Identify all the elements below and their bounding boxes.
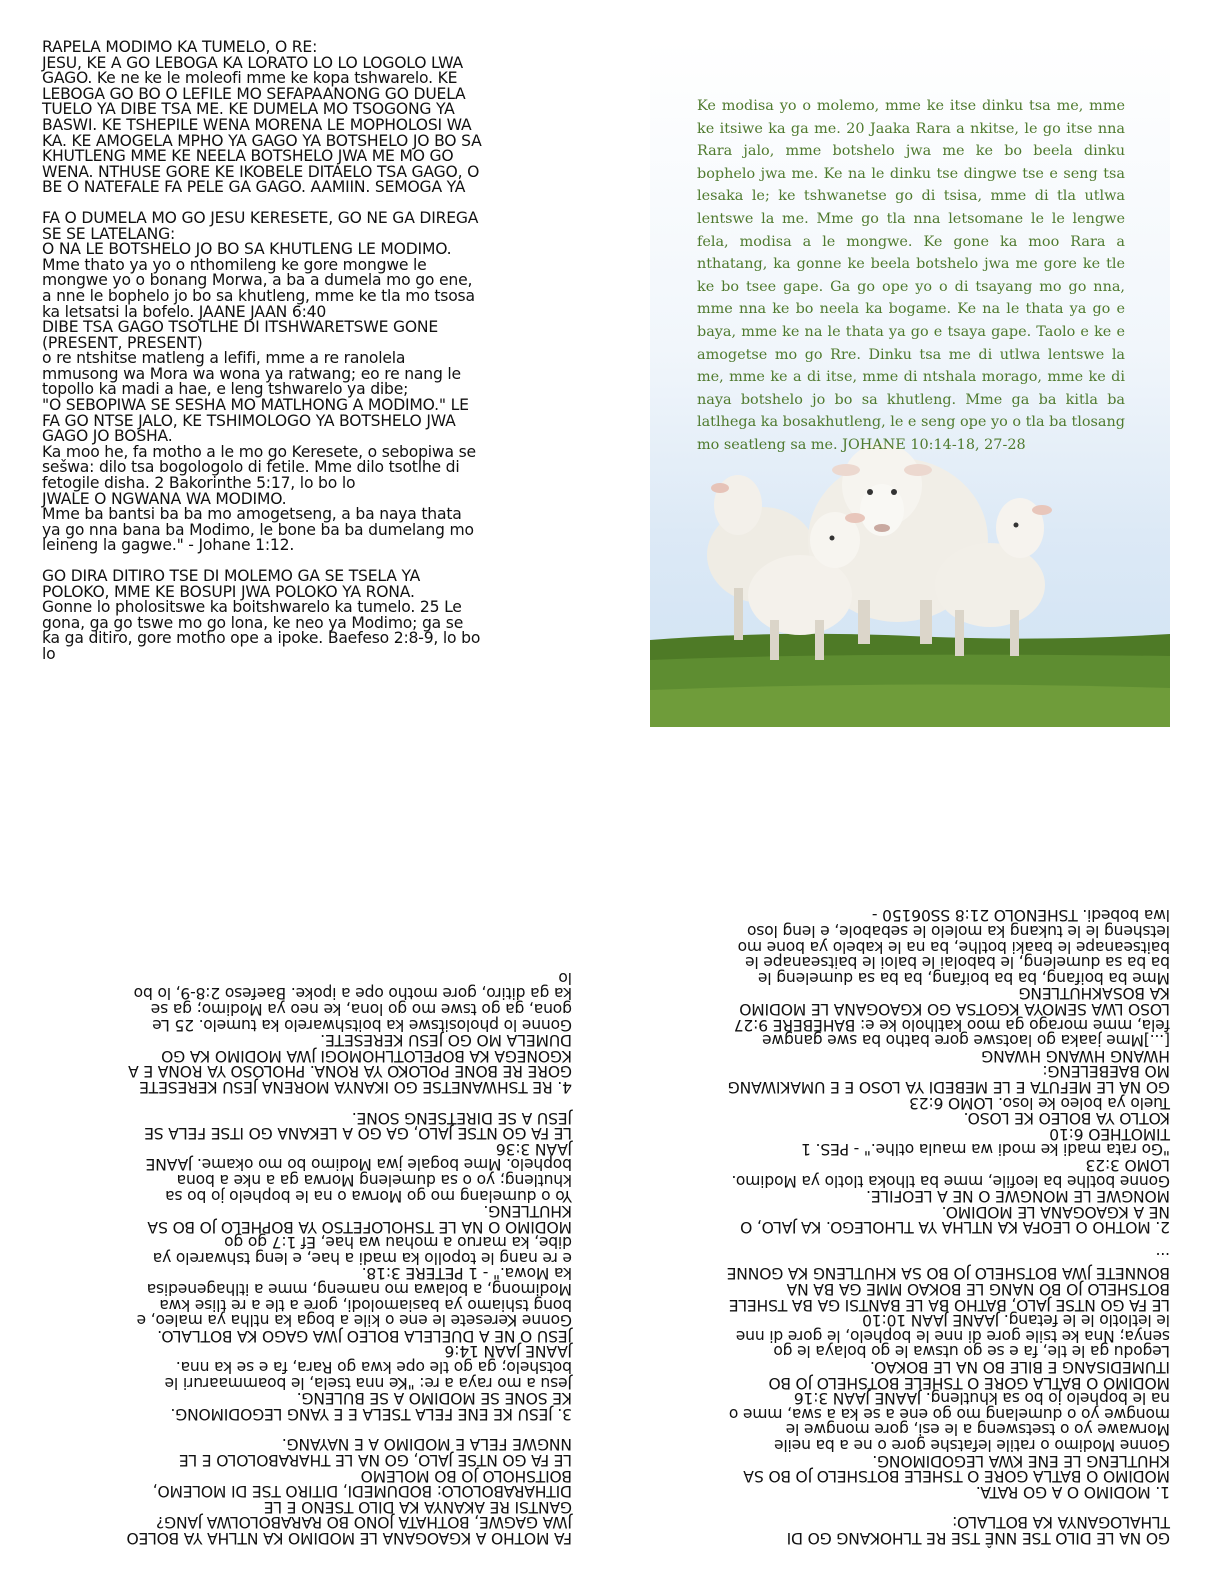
text-line: Yo o dumelang mo go Morwa o na le bophelo jo bo sa (165, 1186, 572, 1205)
text-line: gona, ga go tswe mo go lona, ke neo ya Modimo; ga se (150, 1000, 572, 1018)
text-line: Gonne lo pholositswe ka boitshwarelo ka tumelo. 25 Le (42, 598, 462, 617)
text-line: MO BAEBELENG: (1042, 1062, 1170, 1081)
text-line: na le bophelo jo bo sa khutleng. JAANE JAAN 3:16 (793, 1389, 1170, 1408)
text-line: MODIMO O NA LE TSHOLOFETSO YA BOPHELO JO BO SA (147, 1217, 572, 1236)
text-line: TIMOTHEO 6:10 (1049, 1124, 1170, 1143)
text-line: DIBE TSA GAGO TSOTLHE DI ITSHWARETSWE GONE (42, 318, 439, 337)
sheep-photo (650, 40, 1170, 727)
text-line: BOTSHELO JO BO NANG LE BOKAO MME GA BA NA (786, 1280, 1170, 1299)
text-line: o re ntshitse matleng a lefifi, mme a re ranolela (42, 349, 406, 368)
text-line: SE SE LATELANG: (42, 224, 176, 243)
text-line: gona, ga go tswe mo go lona, ke neo ya Modimo; ga se (42, 613, 464, 632)
text-line: Gonne botlhe ba leofile, mme ba tlhoka tlotlo ya Modimo. (731, 1171, 1170, 1190)
text-line: HWANG HWANG HWANG (981, 1046, 1170, 1065)
text-line: MONGWE LE MONGWE O NE A LEOFILE. (866, 1187, 1170, 1206)
text-line: sešwa: dilo tsa bogologolo di fetile. Mme dilo tsotlhe di (42, 458, 460, 477)
text-line: mongwe yo o dumelang mo go ene a se ka a swa, mme o (729, 1404, 1170, 1423)
text-line: baitseanape le baaki botlhe, ba na le kabelo ya bone mo (737, 937, 1170, 956)
text-line: Tuelo ya boleo ke loso. LOMO 6:23 (909, 1093, 1170, 1112)
text-line: bong tshiamo ya basiamolodi, gore a tle a re tlise kwa (159, 1295, 572, 1314)
text-line: FA GO NTSE JALO, KE TSHIMOLOGO YA BOTSHELO JWA (42, 411, 456, 430)
text-line: JESU O NE A DUELELA BOLEO JWA GAGO KA BOTLALO. (157, 1326, 572, 1345)
text-line: e re nang le topollo ka madi a hae, e leng tshwarelo ya (152, 1248, 572, 1267)
text-line: Modimong, a bolawa mo nameng, mme a itlhagenedisa (146, 1280, 572, 1299)
text-line: JWA GAGWE, BOTHATA JONO BO RARABOLOLWA JANG? (156, 1513, 572, 1532)
text-line: fetogile disha. 2 Bakorinthe 5:17, lo bo lo (42, 474, 356, 493)
text-line: botshelo; ga go tle ope kwa go Rara, fa e se ka nna. (175, 1358, 572, 1377)
text-line: GORE RE BONE POLOKO YA RONA. PHOLOSO YA RONA E A (128, 1062, 572, 1081)
text-line: ka Mowa." - 1 PETERE 3:18. (361, 1264, 572, 1283)
text-line: Mme ba boifang, ba ba boifang, ba ba sa dumeleng le (758, 968, 1170, 987)
text-line: BE O NATEFALE FA PELE GA GAGO. AAMIIN. SEMOGA YA (42, 178, 466, 197)
text-line: 3. JESU KE ENE FELA TSELA E E YANG LEGODIMONG. (170, 1404, 572, 1423)
paragraph-gap (42, 1421, 572, 1436)
text-line: KGONEGA KA BOPELOTLHOMOGI JWA MODIMO KA GO (161, 1046, 572, 1065)
text-line: ka ga ditiro, gore motho ope a ipoke. Baefeso 2:8-9, lo bo (42, 629, 481, 648)
text-line: ka ga ditiro, gore motho ope a ipoke. Baefeso 2:8-9, lo bo (133, 984, 572, 1003)
text-line: NNGWE FELA E MODIMO A E NAYANG. (281, 1435, 572, 1454)
text-line: KHUTLENG. (483, 1202, 572, 1221)
text-line: ka letsatsi la bofelo. JAANE JAAN 6:40 (42, 302, 327, 321)
prayer-panel (42, 40, 572, 760)
text-line: LE FA GO NTSE JALO, GO NA LE THARABOLOLO E LE (179, 1451, 572, 1470)
text-line: LOSO LWA SEMOYA KGOTSA GO KGAOGANA LE MODIMO (739, 1000, 1170, 1018)
text-line: KHUTLENG LE ENE KWA LEGODIMONG. (872, 1451, 1170, 1470)
text-line: JESU, KE A GO LEBOGA KA LORATO LO LO LOGOLO LWA (42, 53, 463, 72)
text-line: GAGO JO BOSHA. (42, 427, 173, 446)
text-line: mongwe yo o bonang Morwa, a ba a dumela mo go ene, (42, 271, 473, 290)
text-line: lwa bobedi. TSHENOLO 21:8 SS06150 - (872, 906, 1170, 925)
text-line: "O SEBOPIWA SE SESHA MO MATLHONG A MODIMO." LE (42, 396, 469, 415)
text-line: Gonne Modimo o ratile lefatshe gore o ne a ba neile (774, 1436, 1170, 1455)
text-line: lo (42, 644, 56, 663)
text-line: le letlotlo le le fetang. JAANE JAAN 10:10 (862, 1311, 1170, 1330)
text-line: TLHALOGANYA KA BOTLALO: (952, 1513, 1170, 1532)
text-line: Mme ba bantsi ba ba mo amogetseng, a ba naya thata (42, 505, 462, 524)
text-line: JAANE JAAN 14:6 (444, 1342, 572, 1361)
text-line: RAPELA MODIMO KA TUMELO, O RE: (42, 38, 318, 56)
solution-panel (42, 800, 572, 1545)
paragraph-gap (650, 1234, 1170, 1249)
text-line: DUMELA MO GO JESU KERESETE. (320, 1031, 572, 1050)
text-line: BASWI. KE TSHEPILE WENA MORENA LE MOPHOLOSI WA (42, 115, 472, 134)
text-line: 4. RE TSHWANETSE GO IKANYA MORENA JESU KERESETE (139, 1077, 572, 1096)
text-line: LOMO 3:23 (1085, 1155, 1170, 1174)
text-line: JESU A SE DIRETSENG SONE. (352, 1108, 572, 1127)
text-line: bophelo. Mme bogale jwa Modimo bo mo okame. JAANE (145, 1155, 572, 1174)
text-line: fela, mme morago ga moo katlholo ke e: BAHEBERE 9:27 (733, 1015, 1170, 1034)
text-line: O NA LE BOTSHELO JO BO SA KHUTLENG LE MODIMO. (42, 240, 452, 259)
text-line: [...]Mme jaaka go laotswe gore batho ba swe gangwe (762, 1031, 1170, 1050)
text-line: "Go rata madi ke modi wa maula otlhe." - PES. 1 (801, 1140, 1170, 1159)
text-line: Gonne lo pholositswe ka boitshwarelo ka tumelo. 25 Le (152, 1015, 572, 1034)
text-line: LE FA GO NTSE JALO, BATHO BA LE BANTSI GA BA TSHELE (728, 1295, 1170, 1314)
text-line: FA O DUMELA MO GO JESU KERESETE, GO NE GA DIREGA (42, 208, 479, 227)
text-line: topollo ka madi a hae, e leng tshwarelo ya dibe; (42, 380, 409, 399)
text-line: MODIMO O BATLA GORE O TSHELE BOTSHELO JO BO SA (743, 1467, 1170, 1486)
text-line: BONNETE JWA BOTSHELO JO BO SA KHUTLENG KA GONNE (726, 1264, 1170, 1283)
text-line: ... (1155, 1248, 1170, 1267)
text-line: JAAN 3:36 (496, 1139, 572, 1158)
text-line: mmusong wa Mora wa wona ya ratwang; eo re nang le (42, 364, 461, 383)
text-line: KOTLO YA BOLEO KE LOSO. (963, 1109, 1170, 1128)
text-line: NE A KGAOGANA LE MODIMO. (941, 1202, 1170, 1221)
verse-text: Ke modisa yo o molemo, mme ke itse dinku tsa me, mme ke itsiwe ka ga me. 20 Jaaka Rara a nkitse, le go itse nna Rara jalo, mme botshelo jwa me ke bo beela dinku bophelo jwa me. Ke na le dinku tse dingwe tse e seng tsa lesaka le; ke tshwanetse go di tsisa, mme di tla utlwa lentswe la me. Mme go tla nna letsomane le le lengwe fela, modisa a le mongwe. Ke gone ka moo Rara a nthatang, ka gonne ke beela botshelo jwa me gore ke tle ke bo tsee gape. Ga go ope yo o di tsayang mo go nna, mme nna ke bo neela ka bogame. Ke na le thata ya go e baya, mme ke na le thata ya go e tsaya gape. Taolo e ke e amogetse mo go Rre. Dinku tsa me di utlwa lentswe la me, mme ke a di itse, mme di ntshala morago, mme ke di naya botshelo jo bo sa khutleng. Mme ga ba kitla ba latlhega ka bosakhutleng, le e seng ope yo o tla ba tlosang mo seatleng sa me. JOHANE 10:14-18, 27-28 (697, 98, 1125, 453)
text-line: GO DIRA DITIRO TSE DI MOLEMO GA SE TSELA YA (42, 567, 421, 585)
text-line: lo (558, 968, 572, 987)
text-line: GANTSI RE AKANYA KA DILO TSENO E LE (264, 1497, 572, 1516)
text-line: khutleng; yo o sa dumeleng Morwa ga a nke a bona (176, 1170, 572, 1189)
text-line: POLOKO, MME KE BOSUPI JWA POLOKO YA RONA. (42, 582, 415, 601)
text-line: MODIMO O BATLA GORE O TSHELE BOTSHELO JO BO (768, 1373, 1170, 1392)
text-line: GO NA LE DILO TSE NNÊ TSE RE TLHOKANG GO DI (786, 1529, 1170, 1547)
text-line: leineng la gagwe." - Johane 1:12. (42, 536, 295, 555)
text-line: LEBOGA GO BO O LEFILE MO SEFAPAANONG GO DUELA (42, 84, 466, 103)
text-line: BOITSHOLO JO BO MOLEMO (360, 1466, 572, 1485)
text-line: ITUMEDISANG E BILE BO NA LE BOKAO. (870, 1358, 1170, 1377)
text-line: FA MOTHO A KGAOGANA LE MODIMO KA NTLHA YA BOLEO (126, 1529, 572, 1547)
text-line: LE FA GO NTSE JALO, GA GO A LEKANA GO ITSE FELA SE (144, 1124, 572, 1143)
text-line: senya; Nna ke tsile gore di nne le bophelo, le gore di nne (735, 1326, 1170, 1345)
text-line: TUELO YA DIBE TSA ME. KE DUMELA MO TSOGONG YA (42, 100, 455, 119)
text-line: KA BOSAKHUTLENG (1018, 984, 1170, 1003)
paragraph-gap (42, 1094, 572, 1109)
text-line: GAGO. Ke ne ke le moleofi mme ke kopa tshwarelo. KE (42, 69, 458, 88)
text-line: Mme thato ya yo o nthomileng ke gore mongwe le (42, 255, 427, 274)
text-line: KE SONE SE MODIMO A SE BULENG. (296, 1389, 572, 1408)
text-line: 2. MOTHO O LEOFA KA NTLHA YA TLHOLEGO. KA JALO, O (740, 1218, 1170, 1237)
text-line: (PRESENT, PRESENT) (42, 333, 203, 352)
text-line: Gonne Keresete le ene o kile a boga ka ntlha ya maleo, e (136, 1311, 572, 1330)
text-line: 1. MODIMO O A GO RATA. (976, 1482, 1170, 1501)
text-line: Morwawe yo o tsetsweng a le esi, gore mongwe le (785, 1420, 1170, 1439)
text-line: letsheng le le tukang ka molelo le sebabole, e leng loso (747, 922, 1170, 941)
text-line: KA. KE AMOGELA MPHO YA GAGO YA BOTSHELO JO BO SA (42, 131, 482, 150)
text-line: KHUTLENG MME KE NEELA BOTSHELO JWA ME MO GO (42, 147, 454, 166)
text-line: dibe, ka maruo a mohau wa hae, Ef 1:7 go go (224, 1233, 572, 1252)
text-line: DITHARABOLOLO: BODUMEDI, DITIRO TSE DI MOLEMO, (152, 1482, 572, 1501)
text-line: GO NA LE MEFUTA E LE MEBEDI YA LOSO E E UMAKIWANG (727, 1077, 1170, 1096)
text-line: ya go nna bana ba Modimo, le bone ba ba dumelang mo (42, 520, 474, 539)
text-line: Ka moo he, fa motho a le mo go Keresete, o sebopiwa se (42, 442, 476, 461)
text-line: ba ba sa dumeleng, le babolai le baloi le baitseanape le (745, 953, 1170, 972)
text-line: WENA. NTHUSE GORE KE IKOBELE DITAELO TSA GAGO, O (42, 162, 480, 181)
paragraph-gap (650, 1499, 1170, 1514)
text-line: Legodu ga le tle, fa e se go utswa le go bolaya le go (773, 1342, 1170, 1361)
text-line: a nne le bophelo jo bo sa khutleng, mme ke tla mo tsosa (42, 286, 475, 305)
four-truths-panel (650, 800, 1170, 1545)
text-line: Jesu a mo raya a re: "Ke nna tsela, le boammaaruri le (164, 1373, 572, 1392)
text-line: JWALE O NGWANA WA MODIMO. (42, 489, 287, 508)
